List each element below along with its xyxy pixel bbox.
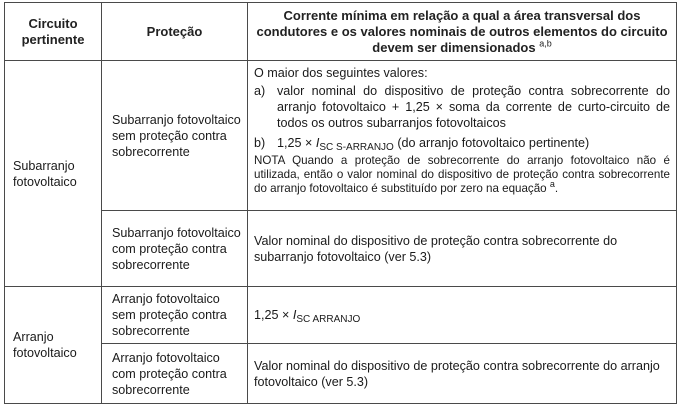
current-cell: [248, 61, 677, 211]
protection-cell: Arranjo fotovoltaico com proteção contra sobrecorrente: [102, 344, 248, 404]
circuit-cell-subarray: Subarranjo fotovoltaico: [5, 61, 102, 287]
table-row: [5, 344, 677, 404]
list-item: a) valor nominal do dispositivo de proteção contra sobrecorrente do arranjo fotovoltaico + 1,25 × soma da corrente de curto-circuito de todos os outros subarranjos fotovoltaicos: [254, 84, 670, 130]
list-item: b) $1,25 \times I_{SC S-ARRANJO}$ (do arranjo fotovoltaico pertinente): [254, 136, 590, 153]
table-row: [5, 287, 677, 344]
note-text: NOTA Quando a proteção de sobrecorrente do arranjo fotovoltaico não é utilizada, então o valor nominal do dispositivo de proteção contra sobrecorrente do arranjo fotovoltaico é substituído por zero na equação $^a$.: [254, 154, 670, 195]
protection-cell: Arranjo fotovoltaico sem proteção contra sobrecorrente: [102, 287, 248, 344]
header-footnote-marker: a,b: [539, 38, 552, 49]
current-cell: Valor nominal do dispositivo de proteção contra sobrecorrente do arranjo fotovoltaico (ver 5.3): [248, 344, 677, 404]
table-row: [5, 61, 677, 211]
intro-text: O maior dos seguintes valores:: [254, 66, 428, 80]
circuit-cell-array: Arranjo fotovoltaico: [5, 287, 102, 404]
protection-cell: Subarranjo fotovoltaico com proteção contra sobrecorrente: [102, 211, 248, 287]
current-cell: Valor nominal do dispositivo de proteção contra sobrecorrente do subarranjo fotovoltaico (ver 5.3): [248, 211, 677, 287]
conductor-sizing-table: [4, 2, 677, 404]
current-symbol: I: [315, 136, 320, 150]
header-circuit: Circuito pertinente: [5, 3, 102, 61]
table-header-row: [5, 3, 677, 61]
current-subscript: SC ARRANJO: [296, 314, 361, 325]
current-cell: $1,25 \times I_{SC ARRANJO}$: [248, 287, 677, 344]
header-protection: Proteção: [102, 3, 248, 61]
current-subscript: SC S-ARRANJO: [319, 142, 394, 153]
protection-cell: Subarranjo fotovoltaico sem proteção contra sobrecorrente: [102, 61, 248, 211]
header-minimum-current: Corrente mínima em relação a qual a área transversal dos condutores e os valores nominais de outros elementos do circuito devem ser dimensionados $^{a,b}$: [248, 3, 677, 61]
note-footnote-marker: a: [549, 179, 555, 190]
current-symbol: I: [292, 308, 297, 322]
table-row: [5, 211, 677, 287]
